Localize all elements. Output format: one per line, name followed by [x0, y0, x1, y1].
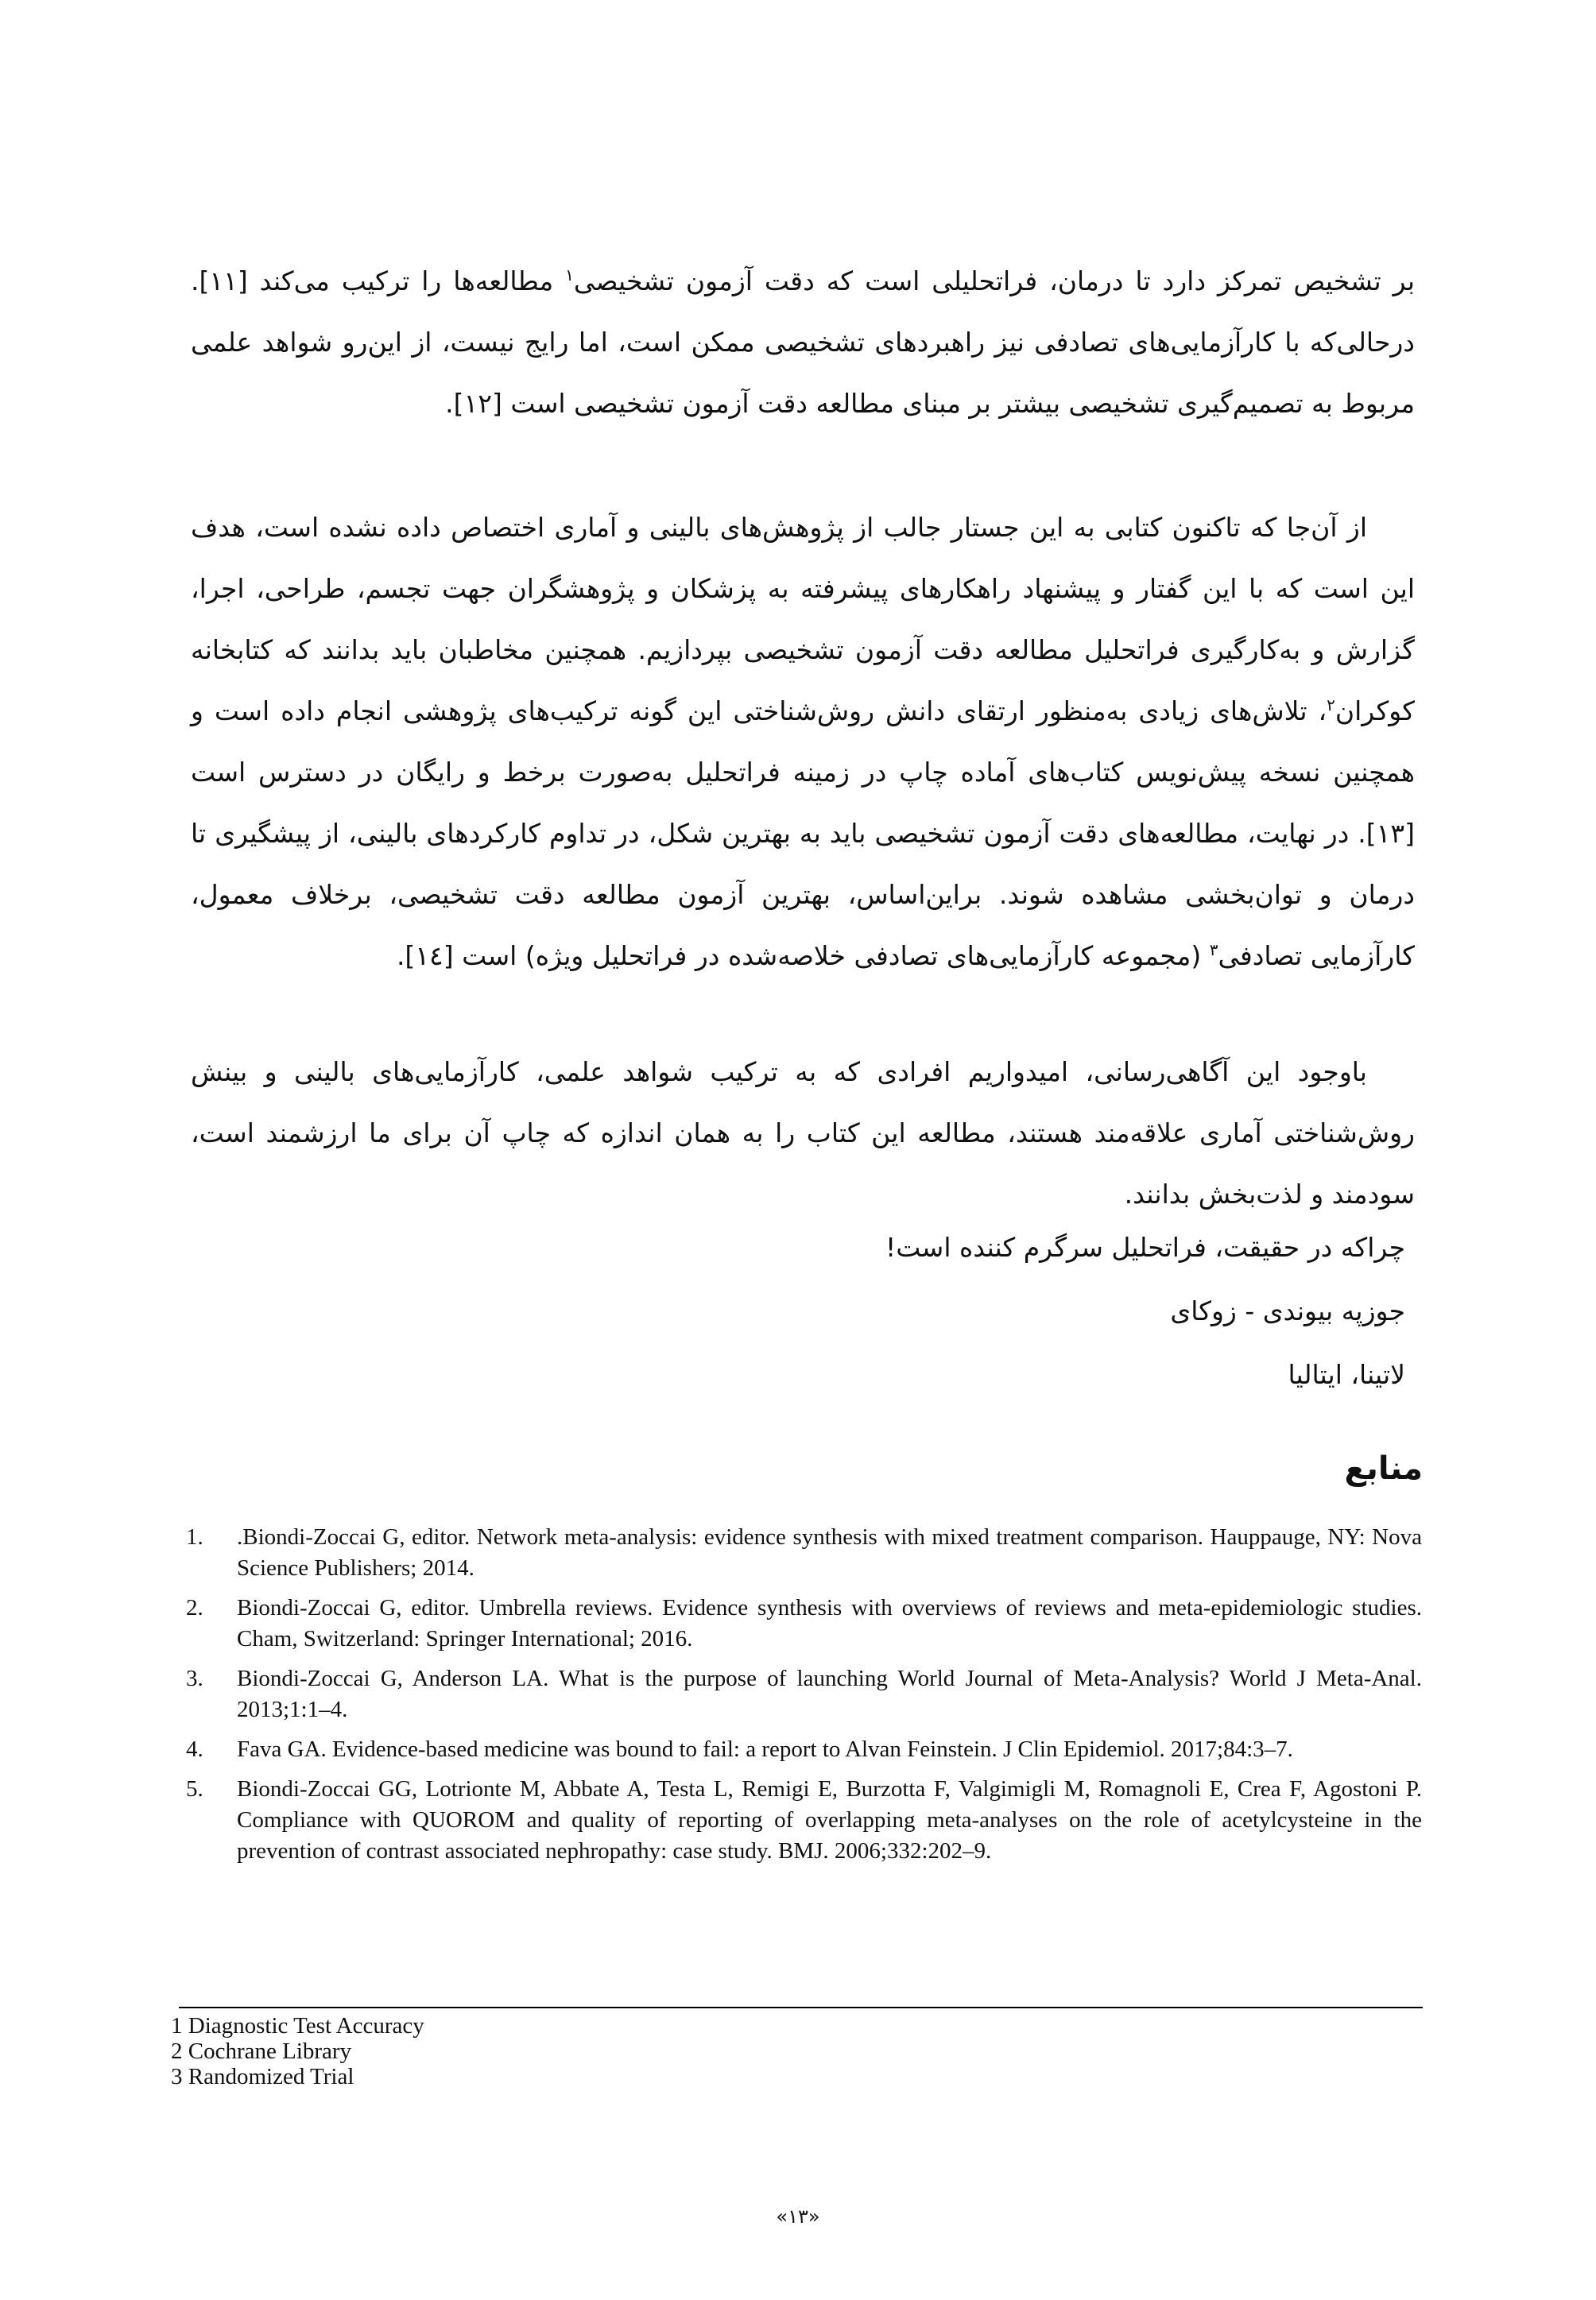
footnote-marker-3[interactable]: ۳ [1209, 940, 1218, 959]
reference-item: 3. Biondi-Zoccai G, Anderson LA. What is the purpose of launching World Journal of Meta-Analysis? World J Meta-Anal. 2013;1:1–4. [186, 1666, 1422, 1722]
footnote-1: 1 Diagnostic Test Accuracy [171, 2013, 424, 2039]
footnote-marker-1[interactable]: ۱ [565, 265, 574, 285]
reference-item: 1. .Biondi-Zoccai G, editor. Network meta-analysis: evidence synthesis with mixed treatment comparison. Hauppauge, NY: Nova Science Publishers; 2014. [186, 1524, 1422, 1581]
author-location: لاتینا، ایتالیا [1288, 1359, 1405, 1390]
reference-item: 5. Biondi-Zoccai GG, Lotrionte M, Abbate A, Testa L, Remigi E, Burzotta F, Valgimigli M, Romagnoli E, Crea F, Agostoni P. Compliance with QUOROM and quality of reporting of overlapping meta-analyses on the role of acetylcysteine in the prevention of contrast associated nephropathy: case study. BMJ. 2006;332:202–9. [186, 1776, 1422, 1864]
author-name: جوزپه بیوندی - زوکای [1170, 1295, 1405, 1326]
references-list [186, 1522, 1422, 1876]
body-paragraph-2: از آن‌جا که تاکنون کتابی به این جستار جالب از پژوهش‌های بالینی و آماری اختصاص داده نشده است، هدف این است که با این گفتار و پیشنهاد راهکارهای پیشرفته به پزشکان و پژوهشگران جهت تجسم، طراحی، اجرا، گزارش و به‌کارگیری فراتحلیل مطالعه دقت آزمون تشخیصی بپردازیم. همچنین مخاطبان باید بدانند که کتابخانه کوکران$^۲$، تلاش‌های زیادی به‌منظور ارتقای دانش روش‌شناختی این گونه ترکیب‌های پژوهشی انجام داده است و همچنین نسخه پیش‌نویس کتاب‌های آماده چاپ در زمینه فراتحلیل به‌صورت برخط و رایگان در دسترس است [۱۳]. در نهایت، مطالعه‌های دقت آزمون تشخیصی باید به بهترین شکل، در تداوم کارکردهای بالینی، از پیشگیری تا درمان و توان‌بخشی مشاهده شوند. براین‌اساس، بهترین آزمون مطالعه دقت تشخیصی، برخلاف معمول، کارآزمایی تصادفی$^۳$ (مجموعه کارآزمایی‌های تصادفی خلاصه‌شده در فراتحلیل ویژه) است [۱٤]. [191, 512, 1415, 971]
references-heading: منابع [1344, 1450, 1423, 1487]
reference-item: 4. Fava GA. Evidence-based medicine was bound to fail: a report to Alvan Feinstein. J Clin Epidemiol. 2017;84:3–7. [186, 1737, 1293, 1762]
closing-line: چراکه در حقیقت، فراتحلیل سرگرم کننده است! [885, 1232, 1405, 1263]
footnotes [171, 2013, 424, 2089]
body-paragraph-1: بر تشخیص تمرکز دارد تا درمان، فراتحلیلی است که دقت آزمون تشخیصی$^۱$ مطالعه‌ها را ترکیب می‌کند [۱۱]. درحالی‌که با کارآزمایی‌های تصادفی نیز راهبردهای تشخیصی ممکن است، اما رایج نیست، از این‌رو شواهد علمی مربوط به تصمیم‌گیری تشخیصی بیشتر بر مبنای مطالعه دقت آزمون تشخیصی است [۱۲]. [191, 265, 1416, 419]
closing-signature [885, 1216, 1405, 1407]
footnote-3: 3 Randomized Trial [171, 2064, 354, 2089]
page-number: «۱۳» [776, 2205, 820, 2228]
reference-item: 2. Biondi-Zoccai G, editor. Umbrella reviews. Evidence synthesis with overviews of reviews and meta-epidemiologic studies. Cham, Switzerland: Springer International; 2016. [186, 1595, 1422, 1651]
footnote-divider [179, 2007, 1423, 2008]
body-paragraph-3: باوجود این آگاهی‌رسانی، امیدواریم افرادی که به ترکیب شواهد علمی، کارآزمایی‌های بالینی و بینش روش‌شناختی آماری علاقه‌مند هستند، مطالعه این کتاب را به همان اندازه که چاپ آن برای ما ارزشمند است، سودمند و لذت‌بخش بدانند. [191, 1056, 1415, 1210]
footnote-marker-2[interactable]: ۲ [1327, 695, 1335, 714]
footnote-2: 2 Cochrane Library [171, 2039, 352, 2064]
